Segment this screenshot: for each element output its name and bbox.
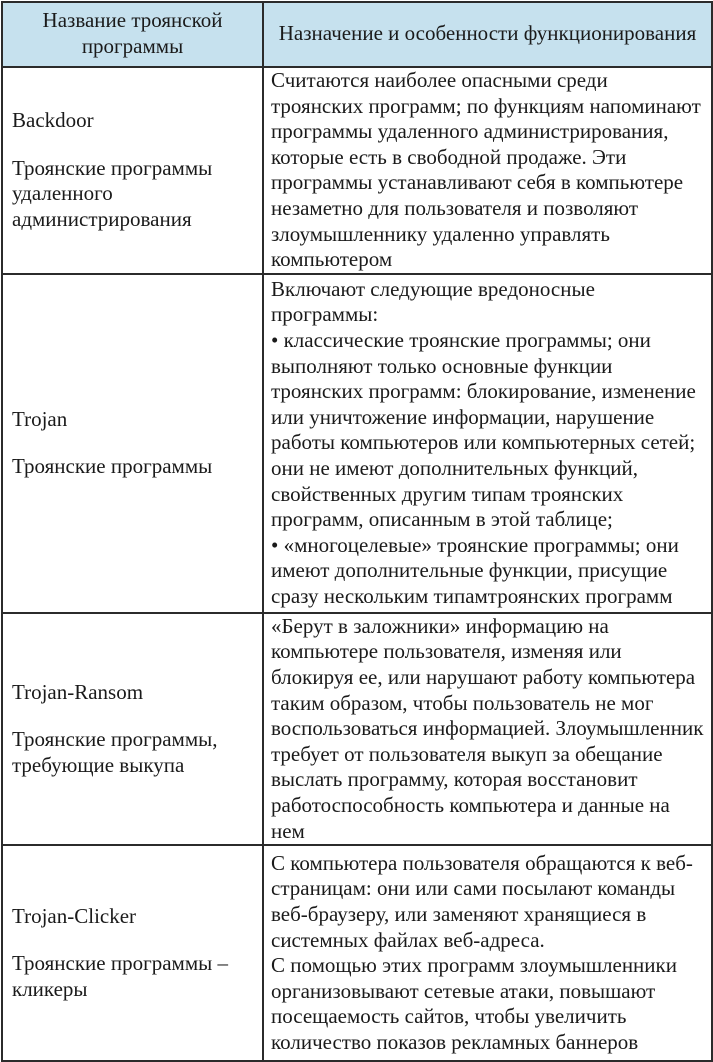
description-paragraph: Считаются наиболее опасными среди троянских программ; по функциям напоминают программы удаленного администрирования, которые есть в свободной продаже. Эти программы устанавливают себя в компьютере незаметно для пользователя и позволяют злоумышленнику удаленно управлять компьютером [271, 68, 701, 272]
table-row [2, 274, 712, 613]
program-name: Trojan [12, 406, 68, 431]
program-description-cell [263, 274, 712, 613]
program-name-cell [2, 845, 263, 1061]
program-name: Backdoor [12, 108, 94, 133]
program-category: Троянские программы удаленного администрирования [12, 155, 213, 231]
description-paragraph: «Берут в заложники» информацию на компьютере пользователя, изменяя или блокируя ее, или нарушают работу компьютера таким образом, чтобы пользователь не мог воспользоваться информацией. Злоумышленник требует от пользователя выкуп за обещание выслать программу, которая восстановит работоспособность компьютера и данные на нем [271, 613, 704, 843]
table-header-row [2, 2, 712, 67]
program-description-cell [263, 845, 712, 1061]
program-category: Троянские программы – кликеры [12, 951, 228, 1001]
program-name-cell [2, 274, 263, 613]
program-description-cell [263, 613, 712, 845]
table-row [2, 67, 712, 274]
table-row [2, 613, 712, 845]
description-bullet: • классические троянские программы; они выполняют только основные функции троянских программ: блокирование, изменение или уничтожение информации, нарушение работы компьютеров или компьютерных сетей; они не имеют дополнительных функций, свойственных другим типам троянских программ, описанным в этой таблице; [271, 328, 696, 532]
program-category: Троянские программы, требующие выкупа [12, 727, 218, 777]
header-program-name: Название троянской программы [2, 2, 263, 67]
program-name-cell [2, 613, 263, 845]
description-paragraph: Включают следующие вредоносные программы: [271, 276, 595, 327]
program-category: Троянские программы [12, 454, 213, 479]
program-description-cell [263, 67, 712, 274]
description-bullet: • «многоцелевые» троянские программы; они имеют дополнительные функции, присущие сразу нескольким типамтроянских программ [271, 532, 679, 609]
header-purpose: Назначение и особенности функционирования [263, 2, 712, 67]
trojan-types-table [1, 1, 713, 1062]
description-paragraph: С помощью этих программ злоумышленники организовывают сетевые атаки, повышают посещаемость сайтов, чтобы увеличить количество показов рекламных баннеров [271, 953, 677, 1054]
program-name: Trojan-Clicker [12, 903, 137, 928]
table-row [2, 845, 712, 1061]
program-name: Trojan-Ransom [12, 679, 144, 704]
program-name-cell [2, 67, 263, 274]
description-paragraph: С компьютера пользователя обращаются к веб-страницам: они или сами посылают команды веб-браузеру, или заменяют хранящиеся в системных файлах веб-адреса. [271, 850, 693, 952]
